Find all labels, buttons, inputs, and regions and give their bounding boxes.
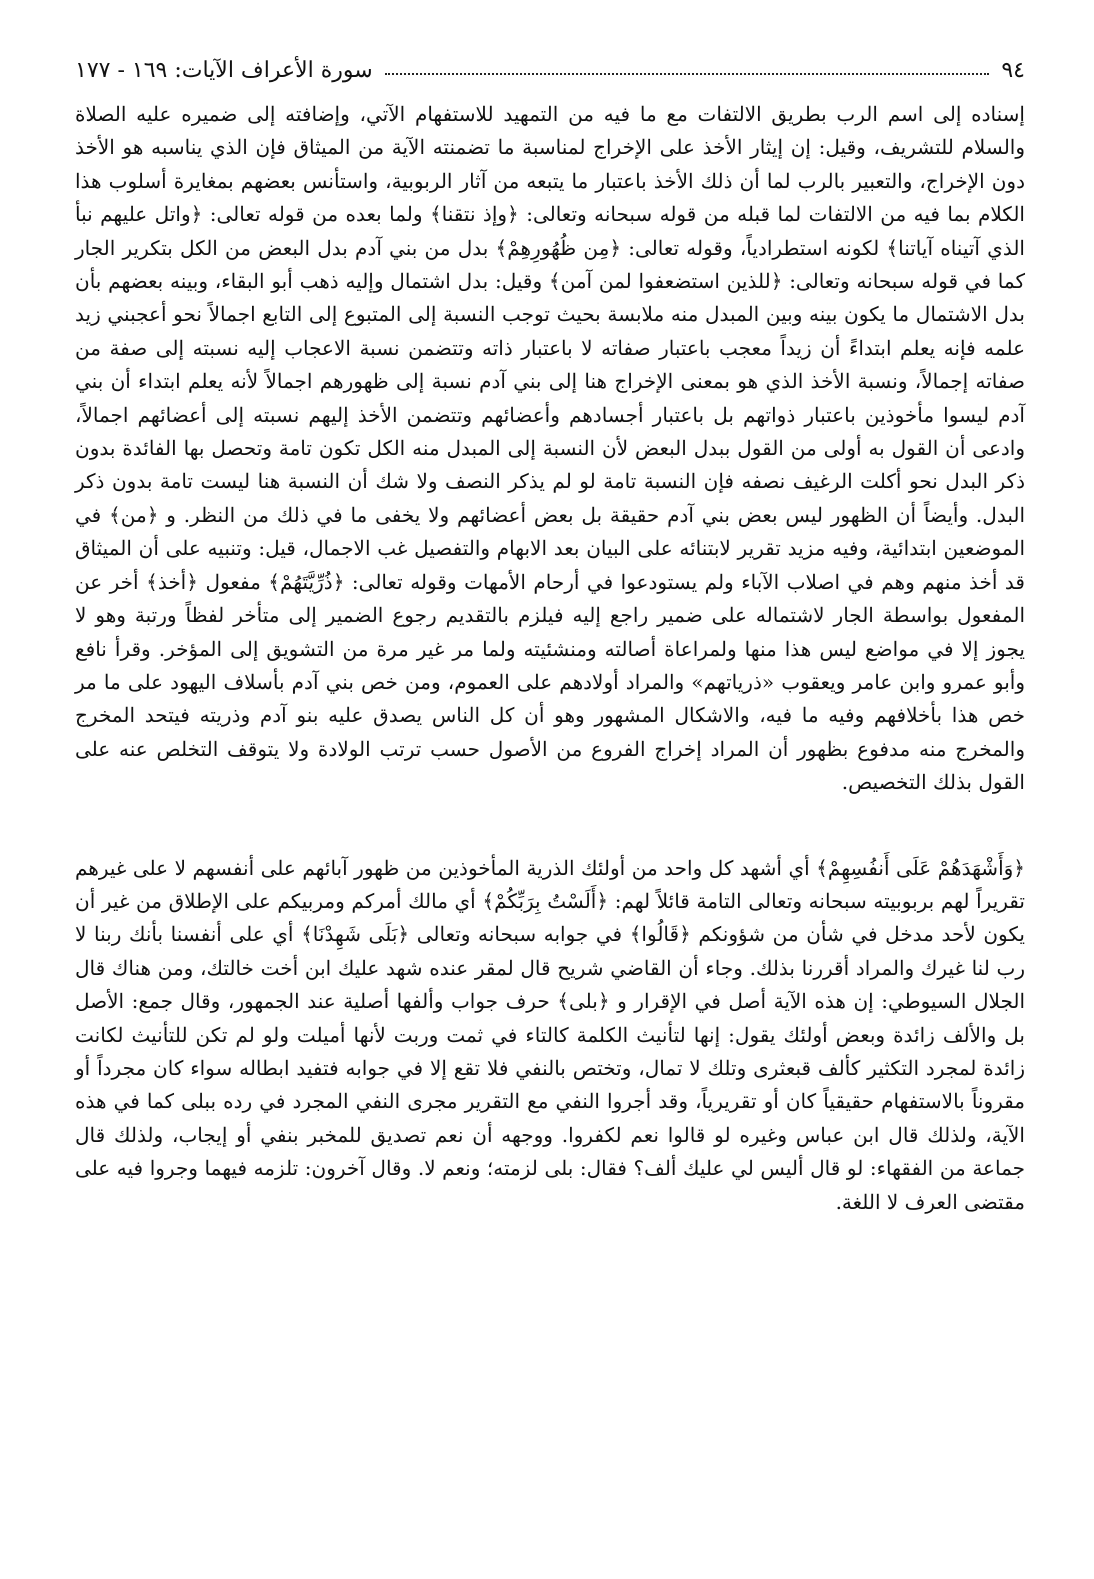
commentary-paragraph-1: إسناده إلى اسم الرب بطريق الالتفات مع ما فيه من التمهيد للاستفهام الآتي، وإضافته إلى ضميره عليه الصلاة والسلام للتشريف، وقيل: إن إيثار الأخذ على الإخراج لمناسبة ما تضمنته الآية من الميثاق فإن الذي يناسبه هو الأخذ دون الإخراج، والتعبير بالرب لما أن ذلك الأخذ باعتبار ما يتبعه من آثار الربوبية، واستأنس بعضهم بمغايرة أسلوب هذا الكلام بما فيه من الالتفات لما قبله من قوله سبحانه وتعالى: ﴿وإذ نتقنا﴾ ولما بعده من قوله تعالى: ﴿واتل عليهم نبأ الذي آتيناه آياتنا﴾ لكونه استطرادياً، وقوله تعالى: ﴿مِن ظُهُورِهِمْ﴾ بدل من بني آدم بدل البعض من الكل بتكرير الجار كما في قوله سبحانه وتعالى: ﴿للذين استضعفوا لمن آمن﴾ وقيل: بدل اشتمال وإليه ذهب أبو البقاء، وبينه بعضهم بأن بدل الاشتمال ما يكون بينه وبين المبدل منه ملابسة بحيث توجب النسبة إلى المتبوع إلى التابع اجمالاً نحو أعجبني زيد علمه فإنه يعلم ابتداءً أن زيداً معجب باعتبار صفاته لا باعتبار ذاته وتتضمن نسبة الاعجاب إليه نسبته إلى صفة من صفاته إجمالاً، ونسبة الأخذ الذي هو بمعنى الإخراج هنا إلى بني آدم نسبة إلى ظهورهم اجمالاً لأنه يعلم ابتداء أن بني آدم ليسوا مأخوذين باعتبار ذواتهم بل باعتبار أجسادهم وأعضائهم وتتضمن الأخذ إليهم نسبته إلى أعضائهم اجمالاً، وادعى أن القول به أولى من القول ببدل البعض لأن النسبة إلى المبدل منه الكل تكون تامة وتحصل بها الفائدة بدون ذكر البدل نحو أكلت الرغيف نصفه فإن النسبة تامة لو لم يذكر النصف ولا شك أن النسبة هنا ليست تامة بدون ذكر البدل. وأيضاً أن الظهور ليس بعض بني آدم حقيقة بل بعض أعضائهم ولا يخفى ما في ذلك من النظر. و ﴿من﴾ في الموضعين ابتدائية، وفيه مزيد تقرير لابتنائه على البيان بعد الابهام والتفصيل غب الاجمال، قيل: وتنبيه على أن الميثاق قد أخذ منهم وهم في اصلاب الآباء ولم يستودعوا في أرحام الأمهات وقوله تعالى: ﴿ذُرِّيَّتَهُمْ﴾ مفعول ﴿أخذ﴾ أخر عن المفعول بواسطة الجار لاشتماله على ضمير راجع إليه فيلزم بالتقديم رجوع الضمير إلى متأخر لفظاً ورتبة وهو لا يجوز إلا في مواضع ليس هذا منها ولمراعاة أصالته ومنشئيته ولما مر غير مرة من التشويق إلى المؤخر. وقرأ نافع وأبو عمرو وابن عامر ويعقوب «ذرياتهم» والمراد أولادهم على العموم، ومن خص بني آدم بأسلاف اليهود على ما مر خص هذا بأخلافهم وفيه ما فيه، والاشكال المشهور وهو أن كل الناس يصدق عليه بنو آدم وذريته فيتحد المخرج والمخرج منه مدفوع بظهور أن المراد إخراج الفروع من الأصول حسب ترتب الولادة ولا يتوقف التخلص عنه على القول بذلك التخصيص. — [75, 102, 1025, 795]
page-number: ٩٤ — [1001, 57, 1025, 83]
book-page — [75, 48, 1025, 1219]
surah-title: سورة الأعراف الآيات: ١٦٩ - ١٧٧ — [75, 57, 373, 83]
running-header — [75, 48, 1025, 92]
commentary-paragraph-2: ﴿وَأَشْهَدَهُمْ عَلَى أَنفُسِهِمْ﴾ أي أشهد كل واحد من أولئك الذرية المأخوذين من ظهور آبائهم على أنفسهم لا على غيرهم تقريراً لهم بربوبيته سبحانه وتعالى التامة قائلاً لهم: ﴿أَلَسْتُ بِرَبِّكُمْ﴾ أي مالك أمركم ومربيكم على الإطلاق من غير أن يكون لأحد مدخل في شأن من شؤونكم ﴿قَالُوا﴾ في جوابه سبحانه وتعالى ﴿بَلَى شَهِدْنَا﴾ أي على أنفسنا بأنك ربنا لا رب لنا غيرك والمراد أقررنا بذلك. وجاء أن القاضي شريح قال لمقر عنده شهد عليك ابن أخت خالتك، ومن هناك قال الجلال السيوطي: إن هذه الآية أصل في الإقرار و ﴿بلى﴾ حرف جواب وألفها أصلية عند الجمهور، وقال جمع: الأصل بل والألف زائدة وبعض أولئك يقول: إنها لتأنيث الكلمة كالتاء في ثمت وربت لأنها أميلت ولو لم تكن للتأنيث لكانت زائدة لمجرد التكثير كألف قبعثرى وتلك لا تمال، وتختص بالنفي فلا تقع إلا في جوابه فتفيد ابطاله سواء كان مجرداً أو مقروناً بالاستفهام حقيقياً كان أو تقريرياً، وقد أجروا النفي مع التقرير مجرى النفي المجرد في رده ببلى كما في هذه الآية، ولذلك قال ابن عباس وغيره لو قالوا نعم لكفروا. ووجهه أن نعم تصديق للمخبر بنفي أو إيجاب، ولذلك قال جماعة من الفقهاء: لو قال أليس لي عليك ألف؟ فقال: بلى لزمته؛ ونعم لا. وقال آخرون: تلزمه فيهما وجروا فيه على مقتضى العرف لا اللغة. — [75, 855, 1025, 1214]
header-leader-dots — [385, 73, 990, 75]
